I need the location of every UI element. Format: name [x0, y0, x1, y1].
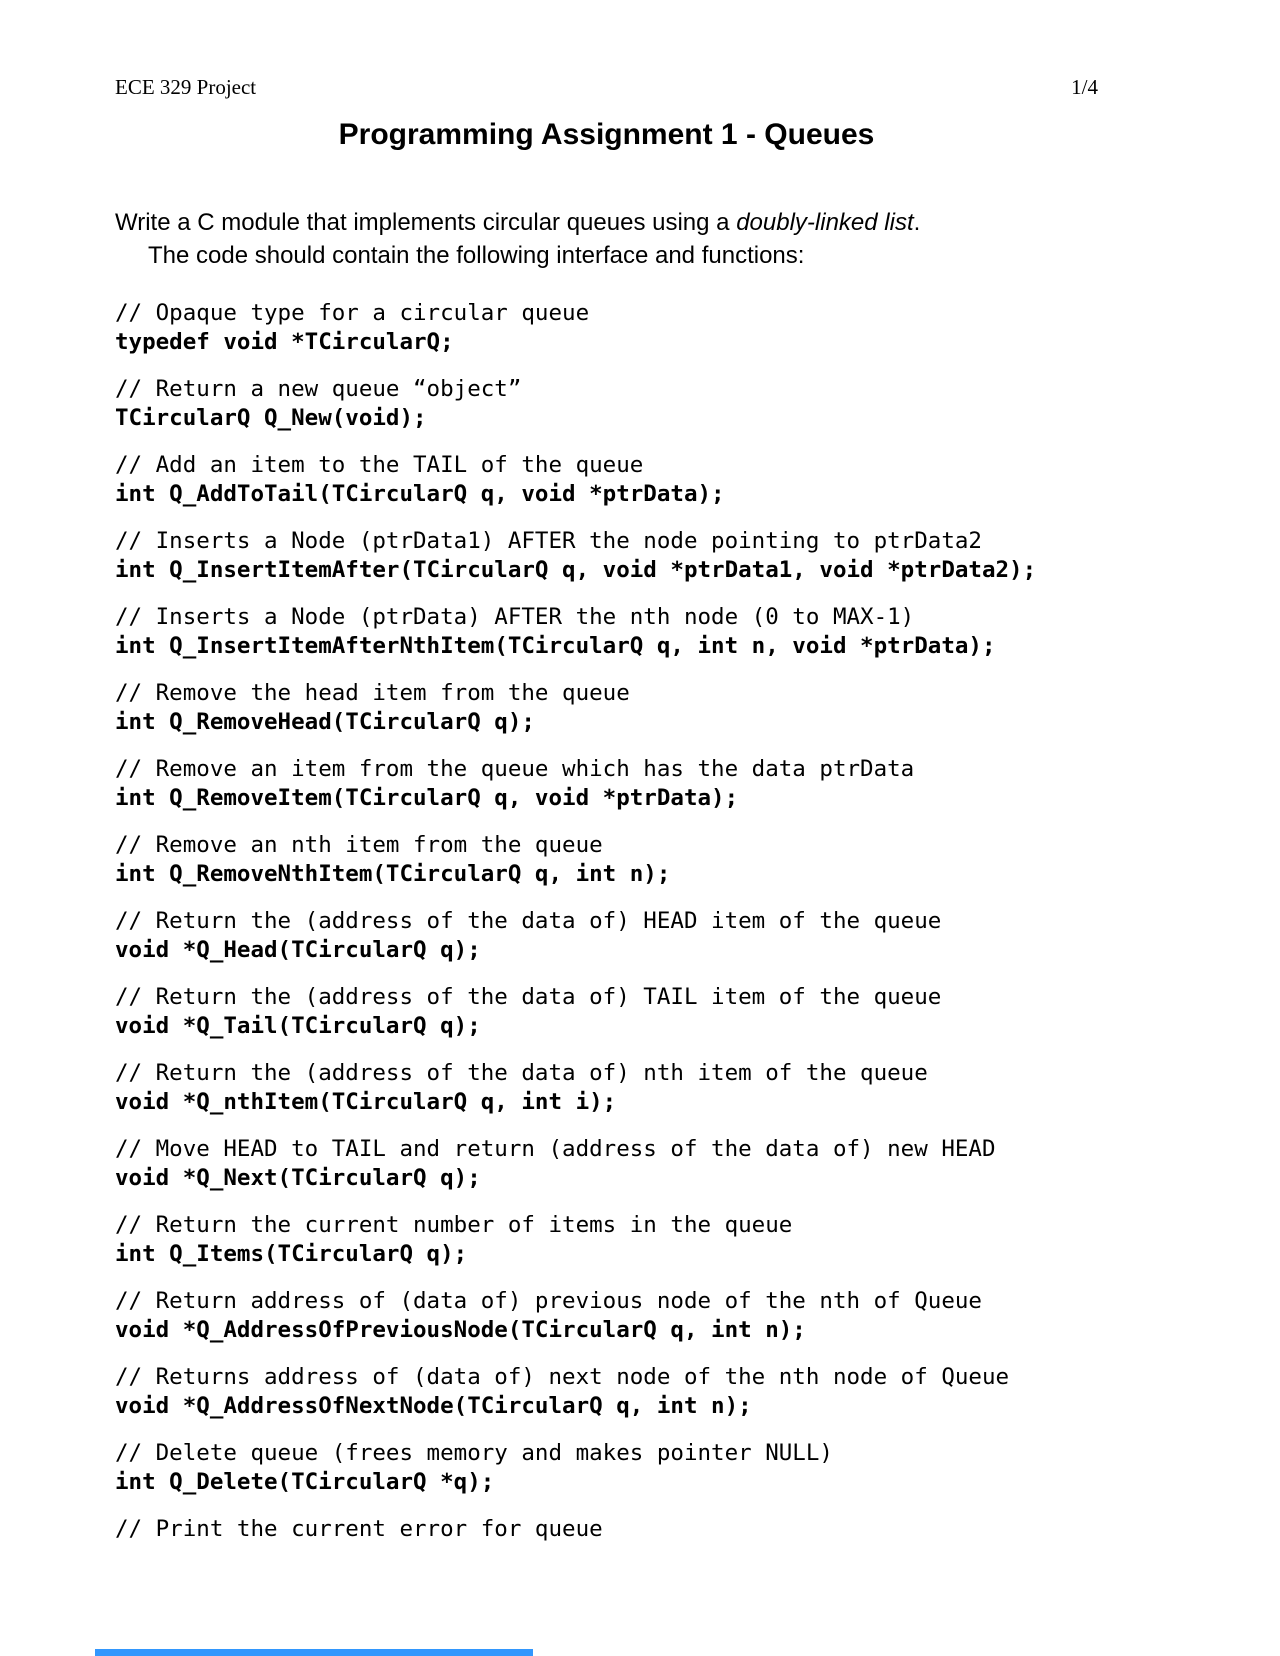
intro-line-1 — [115, 206, 1098, 239]
code-comment-line: // Remove an item from the queue which has the data ptrData — [115, 756, 915, 782]
code-block — [115, 1439, 1098, 1497]
code-comment-line: // Inserts a Node (ptrData1) AFTER the node pointing to ptrData2 — [115, 528, 982, 554]
code-comment-line: // Opaque type for a circular queue — [115, 300, 590, 326]
code-comment-line: // Delete queue (frees memory and makes pointer NULL) — [115, 1440, 833, 1466]
code-block — [115, 299, 1098, 357]
code-signature-line: int Q_RemoveNthItem(TCircularQ q, int n); — [115, 861, 671, 887]
code-comment-line: // Return the (address of the data of) nth item of the queue — [115, 1060, 928, 1086]
code-comment-line: // Inserts a Node (ptrData) AFTER the nth node (0 to MAX-1) — [115, 604, 915, 630]
code-signature-line: int Q_Delete(TCircularQ *q); — [115, 1469, 495, 1495]
code-signature-line: int Q_InsertItemAfter(TCircularQ q, void *ptrData1, void *ptrData2); — [115, 557, 1037, 583]
code-comment-line: // Return the (address of the data of) TAIL item of the queue — [115, 984, 942, 1010]
selection-highlight-bar — [95, 1649, 533, 1656]
code-block — [115, 527, 1098, 585]
intro-line-1-period: . — [913, 209, 921, 236]
code-signature-line: void *Q_Tail(TCircularQ q); — [115, 1013, 481, 1039]
code-comment-line: // Return address of (data of) previous node of the nth of Queue — [115, 1288, 982, 1314]
code-block — [115, 983, 1098, 1041]
interface-code-listing — [115, 299, 1098, 1544]
code-block — [115, 907, 1098, 965]
code-signature-line: void *Q_Next(TCircularQ q); — [115, 1165, 481, 1191]
code-signature-line: int Q_RemoveHead(TCircularQ q); — [115, 709, 535, 735]
intro-paragraph — [115, 206, 1098, 272]
code-block — [115, 1515, 1098, 1544]
intro-line-1-italic: doubly-linked list — [736, 209, 914, 236]
code-block — [115, 1363, 1098, 1421]
code-signature-line: int Q_Items(TCircularQ q); — [115, 1241, 468, 1267]
page-header — [115, 76, 1098, 98]
code-block — [115, 451, 1098, 509]
code-signature-line: TCircularQ Q_New(void); — [115, 405, 427, 431]
code-signature-line: void *Q_Head(TCircularQ q); — [115, 937, 481, 963]
code-signature-line: void *Q_AddressOfPreviousNode(TCircularQ q, int n); — [115, 1317, 806, 1343]
code-comment-line: // Return the current number of items in the queue — [115, 1212, 793, 1238]
code-comment-line: // Add an item to the TAIL of the queue — [115, 452, 644, 478]
code-comment-line: // Return the (address of the data of) HEAD item of the queue — [115, 908, 942, 934]
code-signature-line: int Q_AddToTail(TCircularQ q, void *ptrData); — [115, 481, 725, 507]
code-comment-line: // Print the current error for queue — [115, 1516, 603, 1542]
code-block — [115, 1211, 1098, 1269]
code-signature-line: int Q_InsertItemAfterNthItem(TCircularQ q, int n, void *ptrData); — [115, 633, 996, 659]
code-signature-line: void *Q_nthItem(TCircularQ q, int i); — [115, 1089, 617, 1115]
assignment-title: Programming Assignment 1 - Queues — [338, 118, 875, 151]
code-block — [115, 679, 1098, 737]
code-block — [115, 375, 1098, 433]
code-signature-line: int Q_RemoveItem(TCircularQ q, void *ptrData); — [115, 785, 739, 811]
code-signature-line: typedef void *TCircularQ; — [115, 329, 454, 355]
code-block — [115, 1135, 1098, 1193]
intro-line-2: The code should contain the following interface and functions: — [148, 242, 805, 269]
code-block — [115, 831, 1098, 889]
code-block — [115, 603, 1098, 661]
intro-line-1-text: Write a C module that implements circular queues using a — [115, 209, 737, 236]
code-signature-line: void *Q_AddressOfNextNode(TCircularQ q, int n); — [115, 1393, 752, 1419]
code-comment-line: // Return a new queue “object” — [115, 376, 522, 402]
code-comment-line: // Remove an nth item from the queue — [115, 832, 603, 858]
header-course-label: ECE 329 Project — [115, 75, 257, 99]
code-comment-line: // Remove the head item from the queue — [115, 680, 630, 706]
header-page-number: 1/4 — [1071, 75, 1098, 99]
code-comment-line: // Returns address of (data of) next node of the nth node of Queue — [115, 1364, 1010, 1390]
code-block — [115, 1287, 1098, 1345]
code-block — [115, 755, 1098, 813]
code-block — [115, 1059, 1098, 1117]
code-comment-line: // Move HEAD to TAIL and return (address of the data of) new HEAD — [115, 1136, 996, 1162]
